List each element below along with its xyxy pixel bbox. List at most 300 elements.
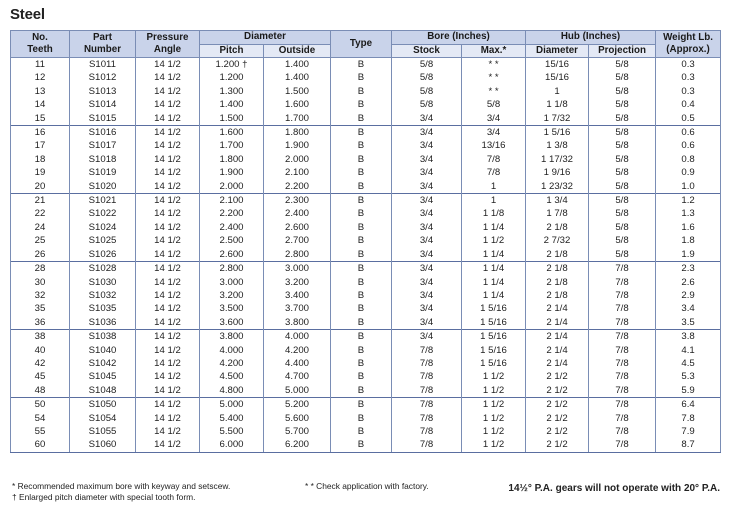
cell-no-teeth: 12 xyxy=(11,71,70,84)
cell-type: B xyxy=(331,126,392,140)
cell-hub-projection: 7/8 xyxy=(589,412,656,425)
cell-bore-max: 1 5/16 xyxy=(462,344,526,357)
cell-outside: 1.700 xyxy=(264,112,331,126)
cell-pitch: 5.500 xyxy=(200,425,264,438)
cell-hub-diameter: 1 7/8 xyxy=(526,207,589,220)
cell-outside: 2.700 xyxy=(264,234,331,247)
cell-bore-max: 5/8 xyxy=(462,98,526,111)
cell-pressure-angle: 14 1/2 xyxy=(136,85,200,98)
cell-outside: 4.200 xyxy=(264,344,331,357)
cell-weight: 7.8 xyxy=(656,412,721,425)
cell-type: B xyxy=(331,438,392,452)
cell-hub-projection: 7/8 xyxy=(589,357,656,370)
cell-no-teeth: 45 xyxy=(11,370,70,383)
cell-bore-max: 1 5/16 xyxy=(462,357,526,370)
table-row xyxy=(11,207,721,220)
cell-pressure-angle: 14 1/2 xyxy=(136,180,200,194)
cell-bore-max: 7/8 xyxy=(462,166,526,179)
cell-type: B xyxy=(331,384,392,398)
cell-bore-stock: 3/4 xyxy=(392,234,462,247)
header-pressure-angle-line2: Angle xyxy=(153,44,182,55)
cell-outside: 3.800 xyxy=(264,316,331,330)
cell-type: B xyxy=(331,330,392,344)
cell-part-number: S1030 xyxy=(70,276,136,289)
cell-bore-max: 1 xyxy=(462,194,526,208)
cell-hub-diameter: 2 1/4 xyxy=(526,316,589,330)
cell-bore-max: 1 1/2 xyxy=(462,425,526,438)
cell-hub-diameter: 2 1/4 xyxy=(526,344,589,357)
cell-hub-diameter: 2 1/8 xyxy=(526,262,589,276)
cell-hub-projection: 5/8 xyxy=(589,153,656,166)
cell-part-number: S1026 xyxy=(70,248,136,262)
cell-outside: 1.800 xyxy=(264,126,331,140)
cell-hub-projection: 5/8 xyxy=(589,85,656,98)
cell-no-teeth: 14 xyxy=(11,98,70,111)
cell-weight: 5.3 xyxy=(656,370,721,383)
cell-part-number: S1015 xyxy=(70,112,136,126)
cell-bore-stock: 3/4 xyxy=(392,180,462,194)
table-row xyxy=(11,344,721,357)
cell-weight: 3.8 xyxy=(656,330,721,344)
cell-outside: 2.000 xyxy=(264,153,331,166)
table-row xyxy=(11,58,721,72)
cell-hub-projection: 7/8 xyxy=(589,425,656,438)
cell-part-number: S1054 xyxy=(70,412,136,425)
cell-bore-max: * * xyxy=(462,58,526,72)
cell-bore-max: 1 1/4 xyxy=(462,248,526,262)
table-row xyxy=(11,276,721,289)
table-row xyxy=(11,153,721,166)
cell-pitch: 1.900 xyxy=(200,166,264,179)
table-row xyxy=(11,221,721,234)
cell-hub-projection: 7/8 xyxy=(589,262,656,276)
cell-no-teeth: 22 xyxy=(11,207,70,220)
cell-pitch: 2.000 xyxy=(200,180,264,194)
cell-weight: 2.9 xyxy=(656,289,721,302)
cell-hub-diameter: 1 23/32 xyxy=(526,180,589,194)
table-row xyxy=(11,98,721,111)
cell-bore-stock: 3/4 xyxy=(392,316,462,330)
cell-bore-stock: 7/8 xyxy=(392,344,462,357)
cell-part-number: S1013 xyxy=(70,85,136,98)
cell-bore-max: 1 xyxy=(462,180,526,194)
cell-pitch: 3.600 xyxy=(200,316,264,330)
cell-part-number: S1016 xyxy=(70,126,136,140)
cell-pressure-angle: 14 1/2 xyxy=(136,166,200,179)
cell-pressure-angle: 14 1/2 xyxy=(136,330,200,344)
cell-hub-diameter: 1 9/16 xyxy=(526,166,589,179)
cell-bore-stock: 7/8 xyxy=(392,384,462,398)
cell-hub-projection: 5/8 xyxy=(589,166,656,179)
cell-pitch: 4.800 xyxy=(200,384,264,398)
cell-bore-max: 3/4 xyxy=(462,112,526,126)
cell-hub-diameter: 1 5/16 xyxy=(526,126,589,140)
cell-pressure-angle: 14 1/2 xyxy=(136,71,200,84)
table-row xyxy=(11,71,721,84)
cell-hub-projection: 7/8 xyxy=(589,276,656,289)
header-diameter: Diameter xyxy=(200,31,331,45)
cell-type: B xyxy=(331,398,392,412)
cell-type: B xyxy=(331,344,392,357)
cell-no-teeth: 40 xyxy=(11,344,70,357)
cell-pitch: 2.200 xyxy=(200,207,264,220)
header-hub: Hub (Inches) xyxy=(526,31,656,45)
cell-hub-diameter: 2 1/8 xyxy=(526,289,589,302)
cell-outside: 1.900 xyxy=(264,139,331,152)
cell-bore-stock: 3/4 xyxy=(392,330,462,344)
cell-hub-projection: 5/8 xyxy=(589,234,656,247)
cell-no-teeth: 50 xyxy=(11,398,70,412)
cell-hub-projection: 5/8 xyxy=(589,112,656,126)
cell-no-teeth: 60 xyxy=(11,438,70,452)
cell-hub-diameter: 2 1/8 xyxy=(526,221,589,234)
table-row xyxy=(11,126,721,140)
page-title: Steel xyxy=(10,6,45,23)
cell-part-number: S1045 xyxy=(70,370,136,383)
cell-weight: 5.9 xyxy=(656,384,721,398)
table-row xyxy=(11,384,721,398)
cell-outside: 3.000 xyxy=(264,262,331,276)
cell-outside: 3.200 xyxy=(264,276,331,289)
cell-hub-diameter: 1 17/32 xyxy=(526,153,589,166)
cell-hub-diameter: 2 1/8 xyxy=(526,248,589,262)
cell-hub-projection: 7/8 xyxy=(589,398,656,412)
cell-part-number: S1035 xyxy=(70,302,136,315)
cell-weight: 4.1 xyxy=(656,344,721,357)
cell-no-teeth: 25 xyxy=(11,234,70,247)
cell-hub-diameter: 2 1/2 xyxy=(526,438,589,452)
cell-no-teeth: 26 xyxy=(11,248,70,262)
cell-pitch: 1.300 xyxy=(200,85,264,98)
cell-hub-projection: 7/8 xyxy=(589,330,656,344)
cell-bore-stock: 3/4 xyxy=(392,302,462,315)
cell-bore-stock: 3/4 xyxy=(392,166,462,179)
cell-bore-max: 1 1/2 xyxy=(462,412,526,425)
cell-hub-projection: 7/8 xyxy=(589,344,656,357)
steel-gear-table xyxy=(10,30,721,453)
cell-pressure-angle: 14 1/2 xyxy=(136,248,200,262)
cell-type: B xyxy=(331,248,392,262)
cell-part-number: S1038 xyxy=(70,330,136,344)
cell-bore-stock: 3/4 xyxy=(392,153,462,166)
cell-pressure-angle: 14 1/2 xyxy=(136,438,200,452)
table-row xyxy=(11,289,721,302)
cell-pitch: 6.000 xyxy=(200,438,264,452)
table-body xyxy=(11,58,721,453)
cell-type: B xyxy=(331,71,392,84)
cell-weight: 0.3 xyxy=(656,71,721,84)
cell-part-number: S1036 xyxy=(70,316,136,330)
cell-type: B xyxy=(331,262,392,276)
header-no-teeth-line1: No. xyxy=(32,31,48,43)
cell-type: B xyxy=(331,112,392,126)
cell-outside: 2.600 xyxy=(264,221,331,234)
cell-bore-stock: 7/8 xyxy=(392,398,462,412)
cell-pressure-angle: 14 1/2 xyxy=(136,289,200,302)
cell-hub-diameter: 2 1/2 xyxy=(526,384,589,398)
cell-bore-max: 1 1/4 xyxy=(462,262,526,276)
cell-bore-stock: 7/8 xyxy=(392,412,462,425)
table-row xyxy=(11,357,721,370)
cell-hub-diameter: 2 1/4 xyxy=(526,357,589,370)
table-row xyxy=(11,112,721,126)
cell-hub-diameter: 2 1/8 xyxy=(526,276,589,289)
cell-pressure-angle: 14 1/2 xyxy=(136,126,200,140)
cell-no-teeth: 20 xyxy=(11,180,70,194)
cell-no-teeth: 30 xyxy=(11,276,70,289)
table-row xyxy=(11,425,721,438)
table-row xyxy=(11,412,721,425)
cell-weight: 0.5 xyxy=(656,112,721,126)
cell-hub-projection: 5/8 xyxy=(589,139,656,152)
cell-no-teeth: 32 xyxy=(11,289,70,302)
cell-no-teeth: 28 xyxy=(11,262,70,276)
cell-pressure-angle: 14 1/2 xyxy=(136,194,200,208)
cell-bore-stock: 3/4 xyxy=(392,112,462,126)
header-stock: Stock xyxy=(392,44,462,58)
cell-no-teeth: 21 xyxy=(11,194,70,208)
cell-outside: 4.400 xyxy=(264,357,331,370)
cell-pressure-angle: 14 1/2 xyxy=(136,384,200,398)
cell-bore-stock: 3/4 xyxy=(392,276,462,289)
table-row xyxy=(11,234,721,247)
cell-outside: 4.000 xyxy=(264,330,331,344)
cell-weight: 3.4 xyxy=(656,302,721,315)
cell-outside: 3.700 xyxy=(264,302,331,315)
cell-no-teeth: 17 xyxy=(11,139,70,152)
header-pressure-angle-line1: Pressure xyxy=(146,31,189,43)
cell-bore-max: 1 1/8 xyxy=(462,207,526,220)
cell-bore-stock: 3/4 xyxy=(392,221,462,234)
cell-type: B xyxy=(331,234,392,247)
cell-weight: 0.8 xyxy=(656,153,721,166)
cell-no-teeth: 16 xyxy=(11,126,70,140)
cell-bore-max: 1 1/4 xyxy=(462,289,526,302)
cell-bore-max: 1 1/2 xyxy=(462,370,526,383)
cell-hub-diameter: 1 7/32 xyxy=(526,112,589,126)
cell-type: B xyxy=(331,207,392,220)
cell-no-teeth: 55 xyxy=(11,425,70,438)
cell-hub-projection: 7/8 xyxy=(589,370,656,383)
cell-part-number: S1028 xyxy=(70,262,136,276)
cell-weight: 8.7 xyxy=(656,438,721,452)
cell-type: B xyxy=(331,302,392,315)
cell-weight: 1.6 xyxy=(656,221,721,234)
header-type: Type xyxy=(331,31,392,58)
cell-pitch: 1.600 xyxy=(200,126,264,140)
cell-bore-max: 13/16 xyxy=(462,139,526,152)
cell-outside: 3.400 xyxy=(264,289,331,302)
cell-bore-stock: 3/4 xyxy=(392,262,462,276)
header-weight-line1: Weight Lb. xyxy=(663,31,713,43)
cell-pitch: 2.800 xyxy=(200,262,264,276)
table-row xyxy=(11,248,721,262)
cell-pitch: 5.400 xyxy=(200,412,264,425)
header-bore: Bore (Inches) xyxy=(392,31,526,45)
cell-pitch: 3.800 xyxy=(200,330,264,344)
cell-pitch: 3.500 xyxy=(200,302,264,315)
header-no-teeth-line2: Teeth xyxy=(27,44,53,55)
cell-pressure-angle: 14 1/2 xyxy=(136,357,200,370)
cell-hub-diameter: 15/16 xyxy=(526,71,589,84)
cell-weight: 2.3 xyxy=(656,262,721,276)
cell-type: B xyxy=(331,85,392,98)
cell-hub-projection: 5/8 xyxy=(589,126,656,140)
cell-pitch: 4.500 xyxy=(200,370,264,383)
cell-pitch: 4.000 xyxy=(200,344,264,357)
cell-hub-projection: 7/8 xyxy=(589,302,656,315)
cell-hub-projection: 5/8 xyxy=(589,71,656,84)
cell-outside: 2.800 xyxy=(264,248,331,262)
cell-hub-diameter: 2 1/2 xyxy=(526,398,589,412)
cell-weight: 1.2 xyxy=(656,194,721,208)
cell-type: B xyxy=(331,412,392,425)
cell-bore-max: 1 1/4 xyxy=(462,276,526,289)
cell-bore-stock: 7/8 xyxy=(392,357,462,370)
cell-hub-projection: 7/8 xyxy=(589,384,656,398)
cell-part-number: S1018 xyxy=(70,153,136,166)
cell-pressure-angle: 14 1/2 xyxy=(136,398,200,412)
cell-hub-projection: 5/8 xyxy=(589,180,656,194)
cell-bore-max: 1 5/16 xyxy=(462,302,526,315)
cell-outside: 2.200 xyxy=(264,180,331,194)
cell-pitch: 1.700 xyxy=(200,139,264,152)
cell-part-number: S1040 xyxy=(70,344,136,357)
cell-weight: 3.5 xyxy=(656,316,721,330)
footnote-recommended: * Recommended maximum bore with keyway and setscew. xyxy=(12,481,231,491)
cell-pitch: 1.400 xyxy=(200,98,264,111)
table-row xyxy=(11,398,721,412)
cell-hub-diameter: 2 7/32 xyxy=(526,234,589,247)
cell-part-number: S1017 xyxy=(70,139,136,152)
cell-hub-projection: 5/8 xyxy=(589,98,656,111)
cell-type: B xyxy=(331,316,392,330)
cell-type: B xyxy=(331,98,392,111)
cell-part-number: S1024 xyxy=(70,221,136,234)
cell-hub-diameter: 2 1/2 xyxy=(526,370,589,383)
cell-hub-projection: 5/8 xyxy=(589,248,656,262)
cell-pressure-angle: 14 1/2 xyxy=(136,412,200,425)
cell-bore-max: 1 1/4 xyxy=(462,221,526,234)
cell-outside: 4.700 xyxy=(264,370,331,383)
cell-pitch: 5.000 xyxy=(200,398,264,412)
cell-no-teeth: 42 xyxy=(11,357,70,370)
cell-hub-projection: 5/8 xyxy=(589,194,656,208)
cell-weight: 0.6 xyxy=(656,139,721,152)
cell-pitch: 1.500 xyxy=(200,112,264,126)
cell-no-teeth: 35 xyxy=(11,302,70,315)
header-part-number-line2: Number xyxy=(83,44,122,55)
cell-no-teeth: 38 xyxy=(11,330,70,344)
cell-weight: 1.0 xyxy=(656,180,721,194)
header-part-number xyxy=(70,31,136,58)
footnote-enlarged: † Enlarged pitch diameter with special tooth form. xyxy=(12,492,196,502)
cell-pressure-angle: 14 1/2 xyxy=(136,344,200,357)
cell-weight: 1.9 xyxy=(656,248,721,262)
cell-part-number: S1012 xyxy=(70,71,136,84)
cell-type: B xyxy=(331,425,392,438)
cell-bore-max: * * xyxy=(462,71,526,84)
cell-hub-diameter: 1 3/8 xyxy=(526,139,589,152)
header-pressure-angle xyxy=(136,31,200,58)
cell-weight: 0.4 xyxy=(656,98,721,111)
cell-type: B xyxy=(331,166,392,179)
cell-outside: 1.400 xyxy=(264,58,331,72)
cell-pitch: 1.800 xyxy=(200,153,264,166)
cell-no-teeth: 36 xyxy=(11,316,70,330)
cell-outside: 1.600 xyxy=(264,98,331,111)
cell-bore-max: 1 5/16 xyxy=(462,330,526,344)
cell-hub-diameter: 1 xyxy=(526,85,589,98)
cell-outside: 2.100 xyxy=(264,166,331,179)
table-row xyxy=(11,85,721,98)
cell-part-number: S1060 xyxy=(70,438,136,452)
cell-part-number: S1048 xyxy=(70,384,136,398)
cell-part-number: S1022 xyxy=(70,207,136,220)
cell-weight: 4.5 xyxy=(656,357,721,370)
footnote-check: * * Check application with factory. xyxy=(305,481,429,491)
header-hub-diameter: Diameter xyxy=(526,44,589,58)
cell-pressure-angle: 14 1/2 xyxy=(136,221,200,234)
cell-pressure-angle: 14 1/2 xyxy=(136,112,200,126)
cell-pitch: 1.200 † xyxy=(200,58,264,72)
cell-hub-diameter: 1 3/4 xyxy=(526,194,589,208)
table-row xyxy=(11,180,721,194)
cell-hub-diameter: 2 1/4 xyxy=(526,302,589,315)
cell-weight: 0.3 xyxy=(656,58,721,72)
cell-outside: 2.400 xyxy=(264,207,331,220)
cell-hub-diameter: 15/16 xyxy=(526,58,589,72)
cell-bore-stock: 3/4 xyxy=(392,194,462,208)
cell-type: B xyxy=(331,139,392,152)
cell-bore-max: 3/4 xyxy=(462,126,526,140)
cell-hub-diameter: 1 1/8 xyxy=(526,98,589,111)
cell-part-number: S1014 xyxy=(70,98,136,111)
cell-pressure-angle: 14 1/2 xyxy=(136,276,200,289)
cell-hub-diameter: 2 1/2 xyxy=(526,412,589,425)
cell-outside: 2.300 xyxy=(264,194,331,208)
cell-pressure-angle: 14 1/2 xyxy=(136,370,200,383)
header-outside: Outside xyxy=(264,44,331,58)
cell-no-teeth: 24 xyxy=(11,221,70,234)
cell-bore-max: 7/8 xyxy=(462,153,526,166)
cell-outside: 1.400 xyxy=(264,71,331,84)
cell-bore-max: 1 1/2 xyxy=(462,398,526,412)
cell-pressure-angle: 14 1/2 xyxy=(136,207,200,220)
cell-hub-diameter: 2 1/4 xyxy=(526,330,589,344)
pressure-angle-warning: 14½° P.A. gears will not operate with 20° P.A. xyxy=(508,483,720,494)
cell-pitch: 2.100 xyxy=(200,194,264,208)
table-row xyxy=(11,330,721,344)
cell-bore-max: 1 1/2 xyxy=(462,438,526,452)
cell-hub-projection: 5/8 xyxy=(589,207,656,220)
cell-weight: 0.6 xyxy=(656,126,721,140)
table-row xyxy=(11,194,721,208)
cell-pressure-angle: 14 1/2 xyxy=(136,262,200,276)
table-row xyxy=(11,139,721,152)
header-max: Max.* xyxy=(462,44,526,58)
cell-bore-stock: 5/8 xyxy=(392,98,462,111)
cell-part-number: S1055 xyxy=(70,425,136,438)
cell-pitch: 3.200 xyxy=(200,289,264,302)
cell-bore-stock: 5/8 xyxy=(392,71,462,84)
cell-hub-projection: 7/8 xyxy=(589,438,656,452)
cell-part-number: S1021 xyxy=(70,194,136,208)
cell-pressure-angle: 14 1/2 xyxy=(136,234,200,247)
cell-pitch: 2.600 xyxy=(200,248,264,262)
cell-outside: 1.500 xyxy=(264,85,331,98)
cell-pitch: 3.000 xyxy=(200,276,264,289)
